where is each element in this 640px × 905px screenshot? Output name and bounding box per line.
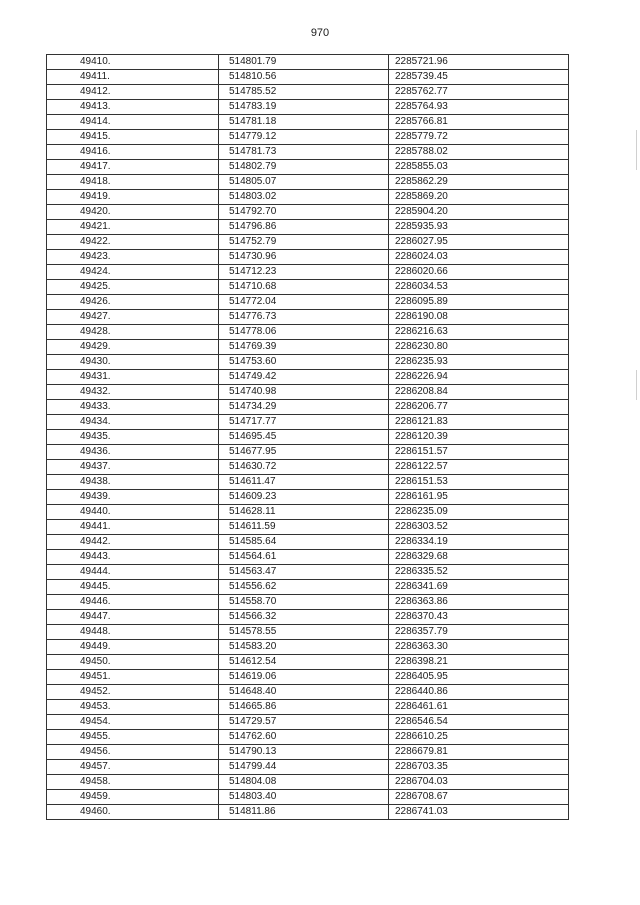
- y-coordinate-cell: 2286151.53: [389, 475, 569, 490]
- x-coordinate-cell: 514578.55: [219, 625, 389, 640]
- y-coordinate-cell: 2285788.02: [389, 145, 569, 160]
- x-coordinate-cell: 514799.44: [219, 760, 389, 775]
- table-row: [47, 475, 569, 490]
- table-row: [47, 295, 569, 310]
- x-coordinate-cell: 514792.70: [219, 205, 389, 220]
- table-row: [47, 775, 569, 790]
- table-row: [47, 625, 569, 640]
- table-row: [47, 145, 569, 160]
- y-coordinate-cell: 2286704.03: [389, 775, 569, 790]
- table-row: [47, 160, 569, 175]
- x-coordinate-cell: 514779.12: [219, 130, 389, 145]
- point-number-cell: 49426.: [47, 295, 219, 310]
- y-coordinate-cell: 2285762.77: [389, 85, 569, 100]
- table-row: [47, 250, 569, 265]
- coordinates-table-body: [47, 55, 569, 820]
- y-coordinate-cell: 2286206.77: [389, 400, 569, 415]
- y-coordinate-cell: 2285721.96: [389, 55, 569, 70]
- table-row: [47, 325, 569, 340]
- x-coordinate-cell: 514785.52: [219, 85, 389, 100]
- y-coordinate-cell: 2286235.93: [389, 355, 569, 370]
- point-number-cell: 49455.: [47, 730, 219, 745]
- y-coordinate-cell: 2286216.63: [389, 325, 569, 340]
- y-coordinate-cell: 2286398.21: [389, 655, 569, 670]
- table-row: [47, 190, 569, 205]
- point-number-cell: 49423.: [47, 250, 219, 265]
- y-coordinate-cell: 2285764.93: [389, 100, 569, 115]
- table-row: [47, 280, 569, 295]
- table-row: [47, 565, 569, 580]
- table-row: [47, 340, 569, 355]
- point-number-cell: 49457.: [47, 760, 219, 775]
- point-number-cell: 49437.: [47, 460, 219, 475]
- y-coordinate-cell: 2286741.03: [389, 805, 569, 820]
- table-row: [47, 760, 569, 775]
- x-coordinate-cell: 514740.98: [219, 385, 389, 400]
- table-row: [47, 400, 569, 415]
- table-row: [47, 790, 569, 805]
- point-number-cell: 49417.: [47, 160, 219, 175]
- table-row: [47, 370, 569, 385]
- point-number-cell: 49452.: [47, 685, 219, 700]
- x-coordinate-cell: 514729.57: [219, 715, 389, 730]
- y-coordinate-cell: 2286095.89: [389, 295, 569, 310]
- x-coordinate-cell: 514752.79: [219, 235, 389, 250]
- y-coordinate-cell: 2286230.80: [389, 340, 569, 355]
- point-number-cell: 49429.: [47, 340, 219, 355]
- x-coordinate-cell: 514648.40: [219, 685, 389, 700]
- point-number-cell: 49449.: [47, 640, 219, 655]
- x-coordinate-cell: 514749.42: [219, 370, 389, 385]
- y-coordinate-cell: 2285935.93: [389, 220, 569, 235]
- y-coordinate-cell: 2286020.66: [389, 265, 569, 280]
- y-coordinate-cell: 2285779.72: [389, 130, 569, 145]
- y-coordinate-cell: 2286679.81: [389, 745, 569, 760]
- scan-margin-mark: [636, 370, 637, 400]
- x-coordinate-cell: 514611.47: [219, 475, 389, 490]
- page-number: 970: [310, 27, 330, 39]
- y-coordinate-cell: 2286461.61: [389, 700, 569, 715]
- x-coordinate-cell: 514612.54: [219, 655, 389, 670]
- table-row: [47, 235, 569, 250]
- x-coordinate-cell: 514609.23: [219, 490, 389, 505]
- point-number-cell: 49433.: [47, 400, 219, 415]
- y-coordinate-cell: 2286121.83: [389, 415, 569, 430]
- x-coordinate-cell: 514783.19: [219, 100, 389, 115]
- y-coordinate-cell: 2286334.19: [389, 535, 569, 550]
- point-number-cell: 49441.: [47, 520, 219, 535]
- table-row: [47, 610, 569, 625]
- table-row: [47, 100, 569, 115]
- table-row: [47, 655, 569, 670]
- point-number-cell: 49416.: [47, 145, 219, 160]
- x-coordinate-cell: 514665.86: [219, 700, 389, 715]
- table-row: [47, 535, 569, 550]
- x-coordinate-cell: 514558.70: [219, 595, 389, 610]
- table-row: [47, 415, 569, 430]
- table-row: [47, 310, 569, 325]
- point-number-cell: 49456.: [47, 745, 219, 760]
- x-coordinate-cell: 514805.07: [219, 175, 389, 190]
- table-row: [47, 85, 569, 100]
- point-number-cell: 49445.: [47, 580, 219, 595]
- x-coordinate-cell: 514730.96: [219, 250, 389, 265]
- point-number-cell: 49444.: [47, 565, 219, 580]
- point-number-cell: 49459.: [47, 790, 219, 805]
- point-number-cell: 49428.: [47, 325, 219, 340]
- table-row: [47, 70, 569, 85]
- table-row: [47, 670, 569, 685]
- point-number-cell: 49425.: [47, 280, 219, 295]
- x-coordinate-cell: 514628.11: [219, 505, 389, 520]
- y-coordinate-cell: 2286363.86: [389, 595, 569, 610]
- point-number-cell: 49439.: [47, 490, 219, 505]
- point-number-cell: 49443.: [47, 550, 219, 565]
- y-coordinate-cell: 2286440.86: [389, 685, 569, 700]
- table-row: [47, 715, 569, 730]
- scan-margin-mark: [636, 130, 637, 170]
- point-number-cell: 49415.: [47, 130, 219, 145]
- point-number-cell: 49442.: [47, 535, 219, 550]
- x-coordinate-cell: 514776.73: [219, 310, 389, 325]
- y-coordinate-cell: 2286122.57: [389, 460, 569, 475]
- x-coordinate-cell: 514796.86: [219, 220, 389, 235]
- point-number-cell: 49450.: [47, 655, 219, 670]
- y-coordinate-cell: 2286357.79: [389, 625, 569, 640]
- table-row: [47, 460, 569, 475]
- table-row: [47, 685, 569, 700]
- y-coordinate-cell: 2286370.43: [389, 610, 569, 625]
- point-number-cell: 49454.: [47, 715, 219, 730]
- point-number-cell: 49430.: [47, 355, 219, 370]
- y-coordinate-cell: 2286120.39: [389, 430, 569, 445]
- y-coordinate-cell: 2286034.53: [389, 280, 569, 295]
- x-coordinate-cell: 514810.56: [219, 70, 389, 85]
- x-coordinate-cell: 514710.68: [219, 280, 389, 295]
- y-coordinate-cell: 2286546.54: [389, 715, 569, 730]
- point-number-cell: 49424.: [47, 265, 219, 280]
- y-coordinate-cell: 2286363.30: [389, 640, 569, 655]
- table-row: [47, 805, 569, 820]
- y-coordinate-cell: 2286161.95: [389, 490, 569, 505]
- table-row: [47, 385, 569, 400]
- x-coordinate-cell: 514585.64: [219, 535, 389, 550]
- y-coordinate-cell: 2286190.08: [389, 310, 569, 325]
- y-coordinate-cell: 2286405.95: [389, 670, 569, 685]
- x-coordinate-cell: 514695.45: [219, 430, 389, 445]
- y-coordinate-cell: 2286329.68: [389, 550, 569, 565]
- point-number-cell: 49440.: [47, 505, 219, 520]
- x-coordinate-cell: 514781.18: [219, 115, 389, 130]
- y-coordinate-cell: 2286708.67: [389, 790, 569, 805]
- y-coordinate-cell: 2285739.45: [389, 70, 569, 85]
- x-coordinate-cell: 514781.73: [219, 145, 389, 160]
- coordinates-table: [46, 54, 569, 820]
- point-number-cell: 49419.: [47, 190, 219, 205]
- x-coordinate-cell: 514566.32: [219, 610, 389, 625]
- y-coordinate-cell: 2285766.81: [389, 115, 569, 130]
- table-row: [47, 355, 569, 370]
- y-coordinate-cell: 2285855.03: [389, 160, 569, 175]
- x-coordinate-cell: 514677.95: [219, 445, 389, 460]
- point-number-cell: 49438.: [47, 475, 219, 490]
- table-row: [47, 220, 569, 235]
- point-number-cell: 49460.: [47, 805, 219, 820]
- point-number-cell: 49427.: [47, 310, 219, 325]
- point-number-cell: 49446.: [47, 595, 219, 610]
- x-coordinate-cell: 514802.79: [219, 160, 389, 175]
- x-coordinate-cell: 514556.62: [219, 580, 389, 595]
- table-row: [47, 580, 569, 595]
- point-number-cell: 49451.: [47, 670, 219, 685]
- table-row: [47, 505, 569, 520]
- y-coordinate-cell: 2286235.09: [389, 505, 569, 520]
- x-coordinate-cell: 514803.02: [219, 190, 389, 205]
- table-row: [47, 745, 569, 760]
- table-row: [47, 430, 569, 445]
- y-coordinate-cell: 2286341.69: [389, 580, 569, 595]
- table-row: [47, 175, 569, 190]
- y-coordinate-cell: 2286226.94: [389, 370, 569, 385]
- table-row: [47, 730, 569, 745]
- x-coordinate-cell: 514804.08: [219, 775, 389, 790]
- y-coordinate-cell: 2285862.29: [389, 175, 569, 190]
- x-coordinate-cell: 514611.59: [219, 520, 389, 535]
- table-row: [47, 265, 569, 280]
- table-row: [47, 490, 569, 505]
- point-number-cell: 49434.: [47, 415, 219, 430]
- table-row: [47, 520, 569, 535]
- y-coordinate-cell: 2286303.52: [389, 520, 569, 535]
- point-number-cell: 49448.: [47, 625, 219, 640]
- x-coordinate-cell: 514803.40: [219, 790, 389, 805]
- x-coordinate-cell: 514801.79: [219, 55, 389, 70]
- y-coordinate-cell: 2285869.20: [389, 190, 569, 205]
- y-coordinate-cell: 2286703.35: [389, 760, 569, 775]
- x-coordinate-cell: 514778.06: [219, 325, 389, 340]
- x-coordinate-cell: 514762.60: [219, 730, 389, 745]
- table-row: [47, 115, 569, 130]
- y-coordinate-cell: 2286027.95: [389, 235, 569, 250]
- x-coordinate-cell: 514790.13: [219, 745, 389, 760]
- table-row: [47, 55, 569, 70]
- x-coordinate-cell: 514712.23: [219, 265, 389, 280]
- x-coordinate-cell: 514717.77: [219, 415, 389, 430]
- point-number-cell: 49412.: [47, 85, 219, 100]
- x-coordinate-cell: 514583.20: [219, 640, 389, 655]
- point-number-cell: 49453.: [47, 700, 219, 715]
- point-number-cell: 49432.: [47, 385, 219, 400]
- y-coordinate-cell: 2286024.03: [389, 250, 569, 265]
- y-coordinate-cell: 2285904.20: [389, 205, 569, 220]
- x-coordinate-cell: 514734.29: [219, 400, 389, 415]
- table-row: [47, 445, 569, 460]
- point-number-cell: 49447.: [47, 610, 219, 625]
- y-coordinate-cell: 2286151.57: [389, 445, 569, 460]
- point-number-cell: 49435.: [47, 430, 219, 445]
- point-number-cell: 49420.: [47, 205, 219, 220]
- x-coordinate-cell: 514563.47: [219, 565, 389, 580]
- x-coordinate-cell: 514772.04: [219, 295, 389, 310]
- table-row: [47, 130, 569, 145]
- x-coordinate-cell: 514619.06: [219, 670, 389, 685]
- y-coordinate-cell: 2286610.25: [389, 730, 569, 745]
- point-number-cell: 49431.: [47, 370, 219, 385]
- x-coordinate-cell: 514564.61: [219, 550, 389, 565]
- point-number-cell: 49413.: [47, 100, 219, 115]
- table-row: [47, 550, 569, 565]
- y-coordinate-cell: 2286335.52: [389, 565, 569, 580]
- point-number-cell: 49421.: [47, 220, 219, 235]
- table-row: [47, 595, 569, 610]
- point-number-cell: 49436.: [47, 445, 219, 460]
- table-row: [47, 700, 569, 715]
- table-row: [47, 205, 569, 220]
- x-coordinate-cell: 514811.86: [219, 805, 389, 820]
- x-coordinate-cell: 514753.60: [219, 355, 389, 370]
- point-number-cell: 49422.: [47, 235, 219, 250]
- point-number-cell: 49410.: [47, 55, 219, 70]
- x-coordinate-cell: 514769.39: [219, 340, 389, 355]
- point-number-cell: 49414.: [47, 115, 219, 130]
- point-number-cell: 49458.: [47, 775, 219, 790]
- table-row: [47, 640, 569, 655]
- x-coordinate-cell: 514630.72: [219, 460, 389, 475]
- point-number-cell: 49411.: [47, 70, 219, 85]
- y-coordinate-cell: 2286208.84: [389, 385, 569, 400]
- point-number-cell: 49418.: [47, 175, 219, 190]
